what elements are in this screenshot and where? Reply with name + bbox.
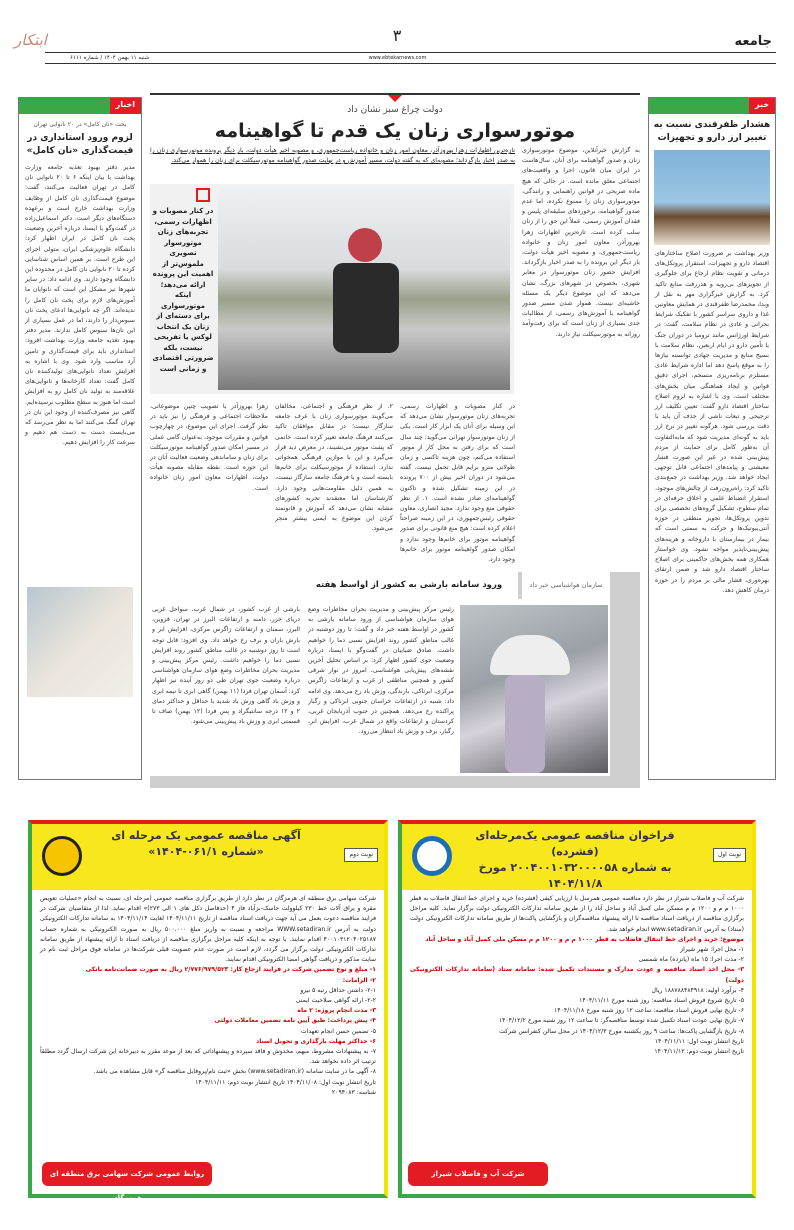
newspaper-logo: ابتکار xyxy=(14,31,47,49)
woman-motorcycle-photo xyxy=(218,188,510,390)
news-title[interactable]: هشدار ظفرقندی نسبت به تغییر ارز دارو و تجهیزات xyxy=(653,120,771,143)
weather-bottom-band xyxy=(150,776,640,788)
weather-col-1: رئیس مرکز پیش‌بینی و مدیریت بحران مخاطرات وضع هوای سازمان هواشناسی از ورود سامانه بارشی به کشور در اواسط هفته خبر داد و گفت: تا روز دوشنبه در غالب مناطق کشور روند افزایش نسبی دما را خواهیم داشت. صادق ضیاییان در گفت‌وگو با ایسنا، درباره وضعیت جوی کشور اظهار کرد: بر اساس تحلیل آخرین نقشه‌های پیش‌یابی هواشناسی، امروز در نوار شرقی کشور و همچنین مناطقی از غرب و ارتفاعات زاگرس مرکزی، ابرناکی، بارندگی، وزش باد رخ می‌دهد. وی ادامه داد: شنبه در ارتفاعات خراسان جنوبی ابرناکی و رگبار پراکنده رخ می‌دهد. همچنین در جنوب آذربایجان غربی، کردستان و ارتفاعات واقع در شمال غرب، افزایش ابر، رگبار، برف و وزش باد انتظار می‌رود. xyxy=(308,606,454,736)
ad-tag: نوبت اول xyxy=(713,848,746,862)
main-col-4: زهرا بهروزآذر با تصویب چنین موضوعاتی، ملاحظات اجتماعی و فرهنگی را نیز باید در نظر گرفت. اجرای این موضوع، در چهارچوب قوانین و مقررات موجود، به‌عنوان گامی عملی در مسیر امکان صدور گواهینامه موتورسیکلت برای زنان و ساماندهی وضعیت فعالیت آنان در این حوزه است. نقطه مقابله مصوبه هیأت دولت، اظهارات معاون امور زنان خانواده است. xyxy=(150,403,268,492)
ad-org-button: روابط عمومی شرکت سهامی برق منطقه ای هرمزگان xyxy=(42,1162,212,1186)
power-company-logo xyxy=(42,836,82,876)
ad-header xyxy=(402,824,752,890)
box-label: اخبار xyxy=(110,98,141,114)
pedestrian xyxy=(505,675,545,773)
right-news-box xyxy=(648,97,776,780)
umbrella xyxy=(490,635,570,675)
ad-title: فراخوان مناقصه عمومی یک‌مرحله‌ای (فشرده) به شماره ۲۰۰۴۰۰۱۰۳۲۰۰۰۰۵۸ مورخ ۱۴۰۴/۱۱/۸ xyxy=(475,829,675,890)
tender-ad-hormozgan-power xyxy=(28,820,388,1202)
news-kicker: بخت «نان کامل» در ۲۰ نانوایی تهران xyxy=(33,121,127,128)
target-icon xyxy=(196,188,210,202)
main-headline[interactable]: موتورسواری زنان یک قدم تا گواهینامه xyxy=(214,120,576,142)
rain-umbrella-photo xyxy=(460,605,608,773)
main-col-2: در کنار مصوبات و اظهارات رسمی، تجربه‌های زنان موتورسوار نشان می‌دهد که این وسیله برای آنان یک ابزار کار است. یکی از زنان موتورسوار تهرانی می‌گوید: چند سال است که برای رفتن به محل کار از موتور استفاده می‌کنم، چون هزینه تاکسی و زمان طولانی مترو برایم قابل تحمل نیست. گفته می‌شود در دوران اخیر بیش از ۷۰۰ پرونده در این زمینه تشکیل شده و تاکنون گواهینامه‌ای صادر نشده است. ۱. از نظر حقوقی منع وجود ندارد. مجید انصاری، معاون حقوقی رئیس‌جمهوری، در این زمینه صراحتاً اعلام کرده است: هیچ منع قانونی برای صدور گواهینامه موتور برای خانم‌ها وجود ندارد و امکان صدور گواهینامه موتور برای خانم‌ها وجود دارد. xyxy=(400,403,515,564)
box-header xyxy=(649,98,775,114)
news-body: وزیر بهداشت بر ضرورت اصلاح ساختارهای اقتصاد دارو و تجهیزات، استقرار پروتکل‌های درمانی و تقویت نظام ارجاع برای جلوگیری از تجویزهای بی‌رویه و هدررفت منابع تاکید کرد. به گزارش خبرگزاری مهر به نقل از وبدا، محمدرضا ظفرقندی در همایش معاونین غذا و داروی سراسر کشور با تفکیک شرایط بحرانی و عادی در نظام سلامت، گفت: در شرایط اورژانس مانند ترومبا در دوران جنگ یا تأمین دارو در ایام اربعین، نظام سلامت با بسیج منابع و مدیریت جهادی توانسته نیازها را به موقع پاسخ دهد اما اداره شرایط عادی مستلزم برنامه‌ریزی منسجم، اجرای دقیق قوانین و ایجاد هماهنگی میان بخش‌های مختلف است. وی با اشاره به لزوم اصلاح ساختار اقتصاد دارو گفت: تعیین تکلیف ارز ترجیحی و تبعات ناشی از حذف آن باید با دقت بررسی شود. هرگونه تغییر در نرخ ارز باید به گونه‌ای مدیریت شود که ما‌به‌التفاوت آن به‌طور کامل برای حمایت از مردم پیش‌بینی شده در غیر این صورت فشار معیشتی و پیامدهای اجتماعی قابل توجهی ایجاد خواهد شد. وزیر بهداشت در جمع‌بندی تاکید کرد: راه‌برون‌رفت از چالش‌های موجود، استقرار انضباط علمی و اخلاق حرفه‌ای در تمام سطوح، تشکیل گروه‌های تخصصی برای تدوین پروتکل‌ها، تجویز منطقی در حوزه آنتی‌بیوتیک‌ها و حرکت به سمتی است که بیمار در بیمارستان با داروخانه و هزینه‌های پیش‌بینی‌ناپذیر مواجه نشود. وی خواستار همکاری همه بخش‌های حاکمیتی برای اصلاح ساختار اقتصاد دارو شد و ضمن ارتقای بهره‌وری، فشار مالی بر مردم را در حوزه درمان کاهش دهد. xyxy=(655,250,769,594)
site-url[interactable]: www.ebtekarnews.com xyxy=(368,55,427,61)
weather-side-band xyxy=(610,599,640,788)
header-rule xyxy=(45,52,776,53)
ad-header xyxy=(32,824,384,890)
ad-body: شرکت آب و فاضلاب شیراز در نظر دارد مناقصه عمومی همرسل با ارزیابی کیفی (فشرده) خرید و اجرای خط انتقال فاضلاب به قطر ۱۰۰۰ م م و ۱۲۰۰ م م مسکن ملی کمیل آباد و ساحل آباد را از طریق سامانه تدارکات الکترونیکی دولت برگزار نماید. کلیه مراحل برگزاری مناقصه از دریافت اسناد مناقصه تا ارائه پیشنهاد مناقصه‌گران و بازگشایی پاکت‌ها از طریق سامانه تدارکات الکترونیکی دولت (ستاد) به آدرس www.setadiran.ir انجام خواهد شد. موضوع: خرید و اجرای خط انتقال فاضلاب به قطر ۱۰۰۰ م م و ۱۲۰۰ م م مسکن ملی کمیل آباد و ساحل آباد ۱- محل اجرا: شهر شیراز ۲- مدت اجرا: ۱۵ ماه (پانزده) ماه شمسی ۳- محل اخذ اسناد مناقصه و عودت مدارک و مستندات تکمیل شده: سامانه ستاد (سامانه تدارکات الکترونیکی دولت) ۴- برآورد اولیه: ۱۸۸۷۸۸۴۸۴۹۱۸ ریال ۵- تاریخ شروع فروش اسناد مناقصه: روز شنبه مورخ ۱۴۰۴/۱۱/۱۱ ۶- تاریخ نهایی فروش اسناد مناقصه: ساعت ۱۲ روز شنبه مورخ ۱۴۰۴/۱۱/۱۸ ۷- تاریخ نهایی عودت اسناد تکمیل شده توسط مناقصه‌گر: تا ساعت ۱۲ روز شنبه مورخ ۱۴۰۴/۱۲/۲ ۸- تاریخ بازگشایی پاکت‌ها: ساعت ۹ روز یکشنبه مورخ ۱۴۰۴/۱۲/۳ در محل سالن کنفرانس شرکت تاریخ انتشار نوبت اول: ۱۴۰۴/۱۱/۱۱ تاریخ انتشار نوبت دوم: ۱۴۰۴/۱۱/۱۲ xyxy=(410,895,744,1056)
page-number: ۳ xyxy=(380,26,414,46)
ad-org-button: شرکت آب و فاضلاب شیراز xyxy=(408,1162,548,1186)
box-label: خبر xyxy=(749,98,775,114)
rider xyxy=(333,263,399,353)
main-lead: تازه‌ترین اظهارات زهرا بهروزآذر، معاون امور زنان و خانواده ریاست‌جمهوری، و مصوبه اخیر هیأت دولت، بار دیگر پرونده موتورسواری زنان را به صدر اخبار بازگرداند؛ مصوبه‌ای که به گفته دولت، مسیر آموزش و در نهایت صدور گواهینامه موتورسیکلت برای زنان را هموار می‌کند. xyxy=(150,147,515,164)
issue-date: شنبه ۱۱ بهمن ۱۴۰۴ / شماره ۶۱۱۱ xyxy=(70,55,150,61)
weather-col-2: بارشی از غرب کشور، در شمال غرب، سواحل غربی دریای خزر، دامنه و ارتفاعات البرز در تهران، قزوین، البرز، سمنان و ارتفاعات زاگرس مرکزی، افزایش ابر و بارش باران و برف رخ خواهد داد. وی افزود: قابل توجه است تا روز دوشنبه در غالب مناطق کشور روند افزایش نسبی دما را خواهیم داشت. رئیس مرکز پیش‌بینی و مدیریت بحران مخاطرات وضع هوای سازمان هواشناسی درباره وضعیت جوی تهران طی دو روز آینده نیز اظهار کرد: آسمان تهران فردا (۱۱ بهمن) گاهی ابری تا نیمه ابری و وزش باد گاهی وزش باد شدید با حداقل و حداکثر دمای ۲ و ۱۲ درجه سانتیگراد و پس فردا (۱۲ بهمن) صاف تا قسمتی ابری و وزش باد پیش‌بینی می‌شود. xyxy=(152,606,300,726)
weather-headline[interactable]: ورود سامانه بارشی به کشور از اواسط هفته xyxy=(300,572,518,599)
left-news-box xyxy=(18,97,142,780)
red-triangle-marker xyxy=(388,95,402,102)
news-body: مدیر دفتر بهبود تغذیه جامعه وزارت بهداشت با بیان اینکه ۶ تا ۲۰ نانوایی نان کامل در تهران فعالیت می‌کنند، گفت: موضوع قیمت‌گذاری نان کامل از وظایف وزارت بهداشت خارج است و برعهده دستگاه‌های دیگر است. دکتر اسماعیل‌زاده در گفت‌وگو با ایسنا، درباره آخرین وضعیت پخت نان کامل در ایران اظهار کرد: دانشگاه علوم‌پزشکی ایران، متولی اجرای این طرح است. بر همین اساس شناسایی کرده تا ۲۰ نانوایی نان کامل در محدوده این دانشگاه وجود دارند. وی ادامه داد: در سایر شهرها نیز مشکل این است که نانوایان ما آموزش‌های لازم برای پخت نان کامل را ندیده‌اند. اگر چه نانوایی‌ها ادعای پخت نان سبوس‌دار را دارند، اما در عمل بسیاری از این نان‌ها سبوس کامل ندارند. مدیر دفتر بهبود تغذیه جامعه وزارت بهداشت افزود: استانداری باید برای قیمت‌گذاری و تامین آرد مناسب وارد شود. وی با اشاره به افزایش تعداد نانوایی‌های تولیدکننده نان کامل گفت: تعداد کارخانه‌ها و نانوایی‌های علاقه‌مند به تولید نان کامل رو به افزایش است اما هنوز به سطح مطلوب نرسیده‌ایم. گاهی نیز مصرف‌کننده از وجود این نان در تهران گمگ می‌کنند اما به نظر می‌رسد که می‌بایست دست به دست هم دهیم و سرعت کار را افزایش دهیم. xyxy=(25,164,135,447)
tender-ad-shiraz-water xyxy=(398,820,756,1198)
pull-quote: در کنار مصوبات و اظهارات رسمی، تجربه‌های زنان موتورسوار تصویری ملموس‌تر از اهمیت این پرونده ارائه می‌دهد؛ اینکه موتورسواری برای دسته‌ای از زنان یک انتخاب لوکس یا تفریحی نیست، بلکه ضرورتی اقتصادی و زمانی است xyxy=(152,207,214,373)
box-header xyxy=(19,98,141,114)
ad-tag: نوبت دوم xyxy=(344,848,378,862)
main-col-1: به گزارش خبرآنلاین، موضوع موتورسواری زنان و صدور گواهینامه برای آنان، سال‌هاست در ایران میان قانون، اجرا و واقعیت‌های اجتماعی معلق مانده است. در حالی که هیچ ماده صریحی در قوانین راهنمایی و رانندگی، موتورسواری زنان را ممنوع نکرده، اما عدم صدور گواهینامه، برخوردهای سلیقه‌ای پلیس و فقدان آموزش رسمی، عملاً این حق را از زنان سلب کرده است. تازه‌ترین اظهارات زهرا بهروزآذر، معاون امور زنان و خانواده ریاست‌جمهوری، و مصوبه اخیر هیأت دولت، بار دیگر این پرونده را به صدر اخبار بازگرداند. افزایش حضور زنان موتورسوار در معابر شهری، بخصوص در شهرهای بزرگ، نشان می‌دهد که این موضوع دیگر یک مسئله حاشیه‌ای نیست. هموار شدن مسیر صدور گواهینامه با آموزش‌های رسمی، از مطالبات جدی بسیاری از زنان است که برای رفت‌وآمد روزانه به موتورسیکلت نیاز دارند. xyxy=(522,147,640,338)
main-col-3: ۲. از نظر فرهنگی و اجتماعی، مخالفان می‌گویند موتورسواری زنان با عرف جامعه سازگار نیست؛ در مقابل موافقان تاکید می‌کنند فرهنگ جامعه تغییر کرده است. خانمی که پشت موتور می‌نشیند، در معرض دید قرار می‌گیرد و این با موازین فرهنگی همخوانی ندارد. استفاده از موتورسیکلت برای خانم‌ها بایسته است و با فرهنگ جامعه سازگار نیست، به همین دلیل مقاومت‌هایی وجود دارد. کارشناسان اما معتقدند تجربه کشورهای مشابه نشان می‌دهد که آموزش و قانونمند کردن این موضوع به ایمنی بیشتر منجر می‌شود. xyxy=(275,403,393,533)
weather-source: سازمان هواشناسی خبر داد xyxy=(522,572,610,599)
water-company-logo xyxy=(412,836,452,876)
main-kicker: دولت چراغ سبز نشان داد xyxy=(347,105,443,115)
meeting-photo xyxy=(654,150,770,245)
header-rule-bottom xyxy=(45,63,776,64)
section-title: جامعه xyxy=(734,34,772,49)
helmet xyxy=(348,228,382,262)
ad-title: آگهی مناقصه عمومی یک مرحله ای «شماره ۰۶۱/۱-۱۴۰۴» xyxy=(111,829,301,858)
ad-body: شرکت سهامی برق منطقه ای هرمزگان در نظر دارد از طریق برگزاری مناقصه عمومی (مرحله ای، نسبت به انجام «عملیات تعویض مقره و یراق آلات خط ۲۳۰ کیلوولت جاسک-بزآباد فاز ۴ (حدفاصل دکل های ۱ الی ۲۷۳)» اقدام نماید. لذا از متقاضیان شرکت در فرایند مناقصه دعوت بعمل می آید جهت دریافت اسناد مناقصه از تاریخ ۱۴۰۴/۱۱/۱۱ لغایت ۱۴۰۴/۱۱/۱۴ به سامانه تدارکات الکترونیکی دولت به آدرس WWW.setadiran.ir مراجعه و نسبت به واریز مبلغ ۵۰۰،۰۰۰ ریال به صورت الکترونیکی به شماره حساب ۴۰۰۱۰۳۱۲۰۴۰۲۵۱۸۷ اقدام نمایند. با توجه به اینکه کلیه مراحل برگزاری مناقصه از دریافت اسناد تا ارائه پیشنهاد از طریق سامانه تدارکات الکترونیکی دولت برگزار می گردد، لازم است در صورت عدم عضویت قبلی شرکت‌ها در سامانه فوق مراحل ثبت نام در سایت مذکور و دریافت گواهی امضا الکترونیکی اقدام نمایند. ۱- مبلغ و نوع تضمین شرکت در فرایند ارجاع کار: ۲/۷۷۶/۹۷۹/۵۲۳ ریال به صورت ضمانت‌نامه بانکی ۲- الزامات: ۲-۱- داشتن حداقل رتبه ۵ نیرو ۲-۲- ارائه گواهی صلاحیت ایمنی ۳- مدت انجام پروژه: ۲ ماه ۴- پیش پرداخت: طبق آیین نامه تضمین معاملات دولتی ۵- تضمین حسن انجام تعهدات ۶- حداکثر مهلت بارگذاری و تحویل اسناد ۷- به پیشنهادات مشروط، مبهم، مخدوش و فاقد سپرده و پیشنهاداتی که بعد از موعد مقرر به دبیرخانه این شرکت ارسال گردد مطلقاً ترتیب اثر داده نخواهد شد. ۸- آگهی ما در سایت سامانه (www.setadiran.ir) بخش «ثبت نام/پروفایل مناقصه گر» قابل مشاهده می باشد. تاریخ انتشار نوبت اول: ۱۴۰۴/۱۱/۰۸ تاریخ انتشار نوبت دوم: ۱۴۰۴/۱۱/۱۱ شناسه: ۲۰۹۴۰۸۳ xyxy=(40,895,377,1096)
bakery-photo xyxy=(27,587,133,697)
news-title[interactable]: لزوم ورود استانداری در قیمت‌گذاری «نان کامل» xyxy=(26,133,134,156)
